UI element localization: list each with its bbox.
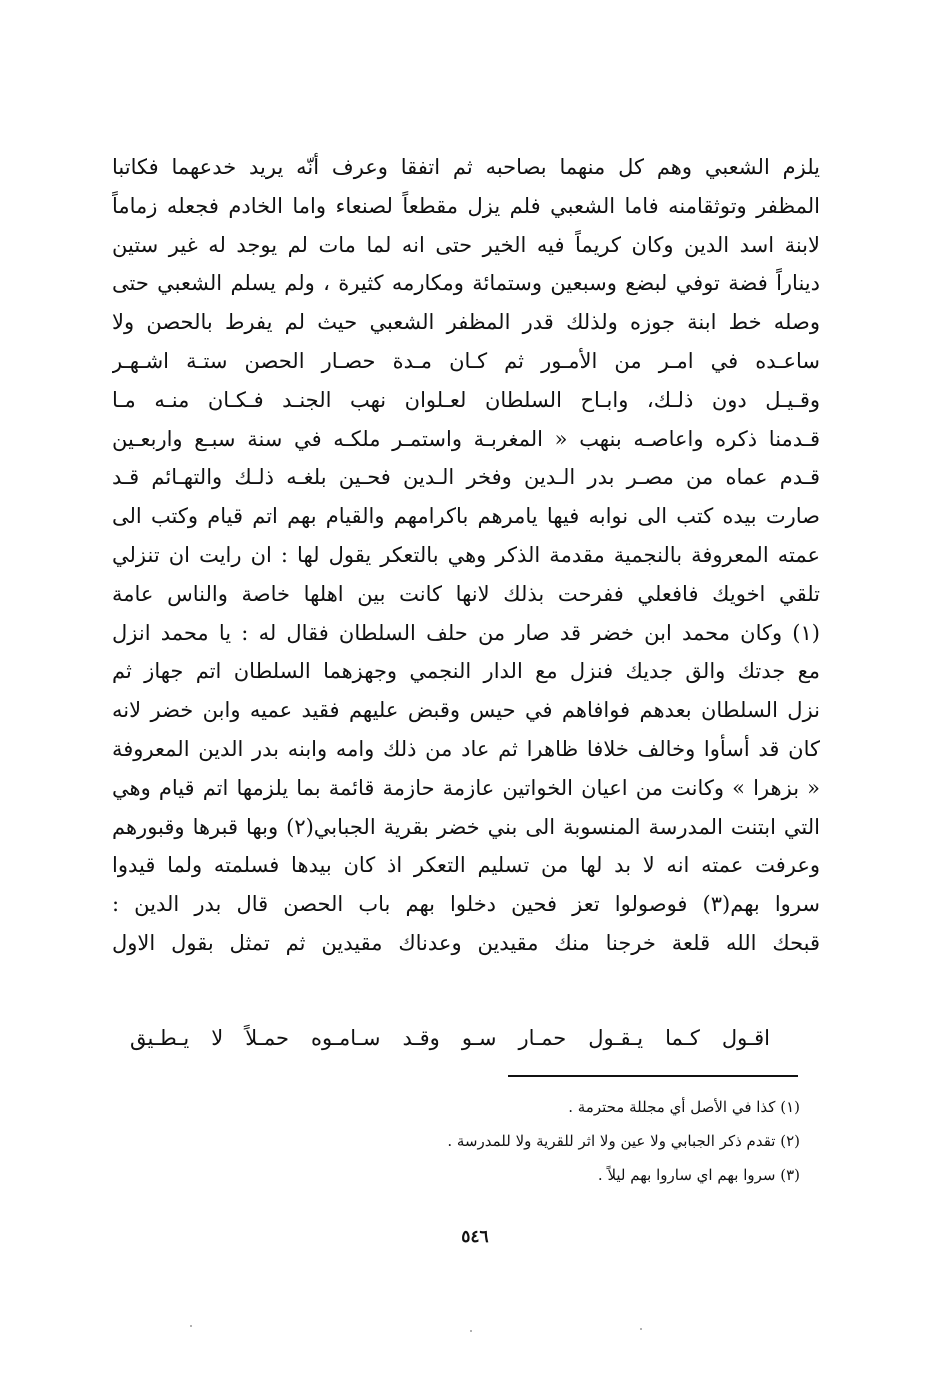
poetry-verse: اقـول كـما يـقـول حمـار سـو وقـد سـامـوه حمـلاً لا يـطـيق xyxy=(130,1026,770,1050)
scan-speck xyxy=(190,1325,192,1327)
text-line: المظفر وتوثقامنه فاما الشعبي فلم يزل مقطعاً لصنعاء واما الخادم فجعله زماماً xyxy=(112,193,820,218)
text-line: يلزم الشعبي وهم كل منهما بصاحبه ثم اتفقا وعرف أنّه يريد خدعهما فكاتبا xyxy=(112,155,820,179)
text-line: ديناراً فضة توفي لبضع وسبعين وستمائة ومكارمه كثيرة ، ولم يسلم الشعبي حتى xyxy=(112,271,820,296)
text-line: كان قد أسأوا وخالف خلافا ظاهرا ثم عاد من ذلك وامه وابنه بدر الدين المعروفة xyxy=(112,736,820,761)
text-line: قـدمنا ذكره واعاصـه بنهب « المغربـة واستمـر ملكـه في سنة سبـع واربعـين xyxy=(112,426,820,451)
text-line: سروا بهم(٣) فوصولوا تعز فحين دخلوا بهم باب الحصن قال بدر الدين : xyxy=(112,892,820,917)
text-line: صارت بيده كتب الى نوابه فيها يامرهم باكرامهم والقيام بهم اتم قيام وكتب الى xyxy=(112,504,820,529)
footnote-divider xyxy=(508,1075,798,1077)
main-text-block xyxy=(112,148,820,963)
footnote: (٢) تقدم ذكر الجبابي ولا عين ولا اثر للقرية ولا للمدرسة . xyxy=(447,1132,800,1150)
text-line: وقـيـل دون ذلـك، وابـاح السلطان لعـلوان نهب الجنـد فـكـان منـه مـا xyxy=(112,387,820,412)
text-line: (١) وكان محمد ابن خضر قد صار من حلف السلطان فقال له : يا محمد انزل xyxy=(112,620,820,645)
text-line: التي ابتنت المدرسة المنسوبة الى بني خضر بقرية الجبابي(٢) وبها قبرها وقبورهم xyxy=(112,814,820,839)
text-line: تلقي اخويك فافعلي ففرحت بذلك لانها كانت بين اهلها خاصة والناس عامة xyxy=(112,581,820,606)
text-line: مع جدتك والق جديك فنزل مع الدار النجمي وجهزهما السلطان اتم جهاز ثم xyxy=(112,659,820,684)
text-line: قبحك الله قلعة خرجنا منك مقيدين وعدناك مقيدين ثم تمثل بقول الاول xyxy=(112,930,820,955)
text-line: وعرفت عمته انه لا بد لها من تسليم التعكر اذ كان بيدها فسلمته ولما قيدوا xyxy=(112,853,820,878)
scan-speck xyxy=(470,1330,472,1332)
footnotes-block xyxy=(380,1090,800,1192)
text-line: وصله خط ابنة جوزه ولذلك قدر المظفر الشعبي حيث لم يفرط بالحصن ولا xyxy=(112,310,820,335)
text-line: نزل السلطان بعدهم فوافاهم في حيس وقبض عليهم فقيد عميه وابن خضر لانه xyxy=(112,698,820,723)
text-line: عمته المعروفة بالنجمية مقدمة الذكر وهي بالتعكر يقول لها : ان رايت ان تنزلي xyxy=(112,542,820,567)
text-line: « بزهرا » وكانت من اعيان الخواتين عازمة حازمة قائمة بما يلزمها اتم قيام وهي xyxy=(112,775,820,800)
footnote: (٣) سروا بهم اي ساروا بهم ليلاً . xyxy=(597,1166,800,1184)
footnote: (١) كذا في الأصل أي مجللة محترمة . xyxy=(568,1098,800,1116)
text-line: لابنة اسد الدين وكان كريماً فيه الخير حتى انه لما مات لم يوجد له غير ستين xyxy=(112,232,820,257)
scan-speck xyxy=(640,1328,642,1330)
page-number: ٥٤٦ xyxy=(461,1227,489,1247)
text-line: قـدم عماه من مصـر بدر الـدين وفخر الـدين فحـين بلغـه ذلـك والتهـائم قـد xyxy=(112,465,820,490)
text-line: ساعـده في امـر من الأمـور ثم كـان مـدة حصـار الحصن ستـة اشـهـر xyxy=(112,348,820,373)
